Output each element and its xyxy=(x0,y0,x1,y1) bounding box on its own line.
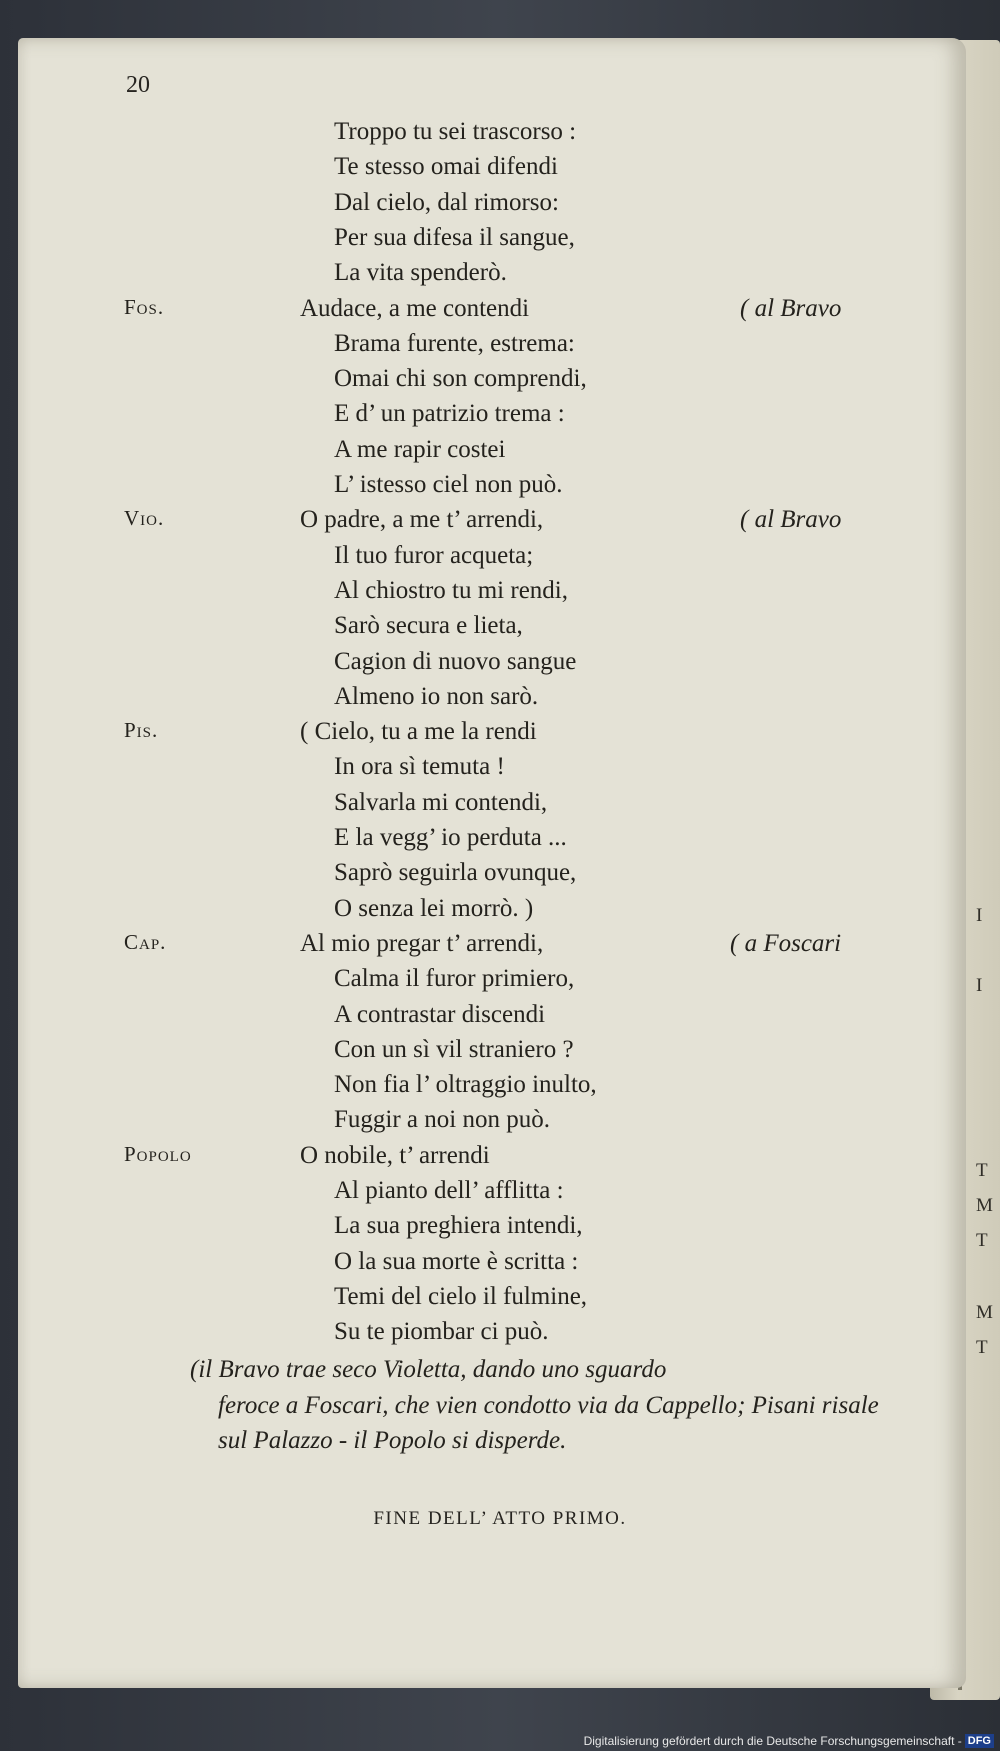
verse-line xyxy=(0,612,1000,648)
verse-line xyxy=(0,189,1000,225)
speaker-label: Cap. xyxy=(124,929,167,954)
verse-line xyxy=(0,365,1000,401)
verse-line xyxy=(0,224,1000,260)
verse-text: In ora sì temuta ! xyxy=(334,753,505,781)
verse-line xyxy=(0,1001,1000,1037)
stage-direction-first-line: (il Bravo trae seco Violetta, dando uno sguardo xyxy=(190,1356,667,1383)
verse-text: ( Cielo, tu a me la rendi xyxy=(300,718,537,746)
verse-text: Saprò seguirla ovunque, xyxy=(334,859,577,887)
verse-line xyxy=(0,648,1000,684)
verse-line xyxy=(0,965,1000,1001)
verse-line xyxy=(0,1071,1000,1107)
stage-direction xyxy=(190,1352,910,1459)
facing-page-letter: T xyxy=(976,1160,988,1181)
speaker-label: Pis. xyxy=(124,718,159,743)
verse-line xyxy=(0,930,1000,966)
verse-text: Salvarla mi contendi, xyxy=(334,788,548,816)
verse-text: Al mio pregar t’ arrendi, xyxy=(300,929,544,957)
verse-line xyxy=(0,577,1000,613)
verse-text: Omai chi son comprendi, xyxy=(334,365,587,393)
verse-line xyxy=(0,753,1000,789)
verse-line xyxy=(0,859,1000,895)
verse-text: Calma il furor primiero, xyxy=(334,965,575,993)
verse-text: Dal cielo, dal rimorso: xyxy=(334,188,559,216)
verse-text: Per sua difesa il sangue, xyxy=(334,223,575,251)
dfg-logo: DFG xyxy=(965,1734,994,1748)
verse-line xyxy=(0,683,1000,719)
facing-page-letter: T xyxy=(976,1337,988,1358)
verse-line xyxy=(0,1036,1000,1072)
verse-text: O nobile, t’ arrendi xyxy=(300,1141,490,1169)
verse-line xyxy=(0,330,1000,366)
verse-text: O senza lei morrò. ) xyxy=(334,894,534,922)
aside-direction: ( a Foscari xyxy=(730,929,842,957)
verse-line xyxy=(0,542,1000,578)
verse-line xyxy=(0,471,1000,507)
verse-text: O la sua morte è scritta : xyxy=(334,1247,579,1275)
verse-line xyxy=(0,153,1000,189)
verse-text: Temi del cielo il fulmine, xyxy=(334,1282,588,1310)
verse-line xyxy=(0,259,1000,295)
verse-line xyxy=(0,1106,1000,1142)
aside-direction: ( al Bravo xyxy=(740,294,842,322)
stage-direction-continuation: feroce a Foscari, che vien condotto via da Cappello; Pisani risale sul Palazzo - il Popolo si disperde. xyxy=(218,1391,879,1454)
facing-page-letter: I xyxy=(976,905,983,926)
page-number: 20 xyxy=(126,72,150,98)
verse-line xyxy=(0,1318,1000,1354)
facing-page-letter: M xyxy=(976,1302,993,1323)
credit-text: Digitalisierung gefördert durch die Deutsche Forschungsgemeinschaft - xyxy=(583,1734,962,1748)
verse-line xyxy=(0,1248,1000,1284)
verse-text: A contrastar discendi xyxy=(334,1000,546,1028)
verse-text: Con un sì vil straniero ? xyxy=(334,1035,574,1063)
facing-page-letter: T xyxy=(976,1230,988,1251)
verse-line xyxy=(0,1142,1000,1178)
facing-page-letter: M xyxy=(976,1195,993,1216)
verse-line xyxy=(0,1177,1000,1213)
verse-line xyxy=(0,506,1000,542)
aside-direction: ( al Bravo xyxy=(740,506,842,534)
verse-line xyxy=(0,400,1000,436)
verse-text: Al pianto dell’ afflitta : xyxy=(334,1177,564,1204)
verse-text: Troppo tu sei trascorso : xyxy=(334,118,577,145)
verse-line xyxy=(0,1212,1000,1248)
verse-text: La vita spenderò. xyxy=(334,259,507,287)
verse-text: L’ istesso ciel non può. xyxy=(334,471,563,498)
speaker-label: Popolo xyxy=(124,1141,192,1166)
verse-text: Te stesso omai difendi xyxy=(334,153,558,181)
verse-text: Almeno io non sarò. xyxy=(334,682,539,710)
verse-text: Il tuo furor acqueta; xyxy=(334,541,534,569)
verse-text: La sua preghiera intendi, xyxy=(334,1212,583,1240)
digitization-credit xyxy=(584,1734,994,1748)
end-of-act-note: FINE DELL’ ATTO PRIMO. xyxy=(373,1508,627,1529)
verse-text: Al chiostro tu mi rendi, xyxy=(334,576,568,604)
verse-text: Su te piombar ci può. xyxy=(334,1318,549,1346)
verse-text: O padre, a me t’ arrendi, xyxy=(300,506,544,534)
verse-text: A me rapir costei xyxy=(334,435,506,463)
facing-page-letter: I xyxy=(976,975,983,996)
verse-text: E la vegg’ io perduta ... xyxy=(334,824,567,851)
verse-line xyxy=(0,118,1000,154)
verse-text: Audace, a me contendi xyxy=(300,294,530,322)
verse-line xyxy=(0,718,1000,754)
speaker-label: Fos. xyxy=(124,294,165,319)
verse-text: Fuggir a noi non può. xyxy=(334,1106,550,1134)
verse-text: Cagion di nuovo sangue xyxy=(334,647,577,675)
verse-text: E d’ un patrizio trema : xyxy=(334,400,565,428)
verse-line xyxy=(0,895,1000,931)
verse-line xyxy=(0,1283,1000,1319)
verse-line xyxy=(0,789,1000,825)
verse-text: Sarò secura e lieta, xyxy=(334,612,523,640)
verse-text: Brama furente, estrema: xyxy=(334,329,575,357)
verse-line xyxy=(0,436,1000,472)
speaker-label: Vio. xyxy=(124,506,165,531)
verse-line xyxy=(0,295,1000,331)
verse-text: Non fia l’ oltraggio inulto, xyxy=(334,1071,597,1099)
verse-line xyxy=(0,824,1000,860)
